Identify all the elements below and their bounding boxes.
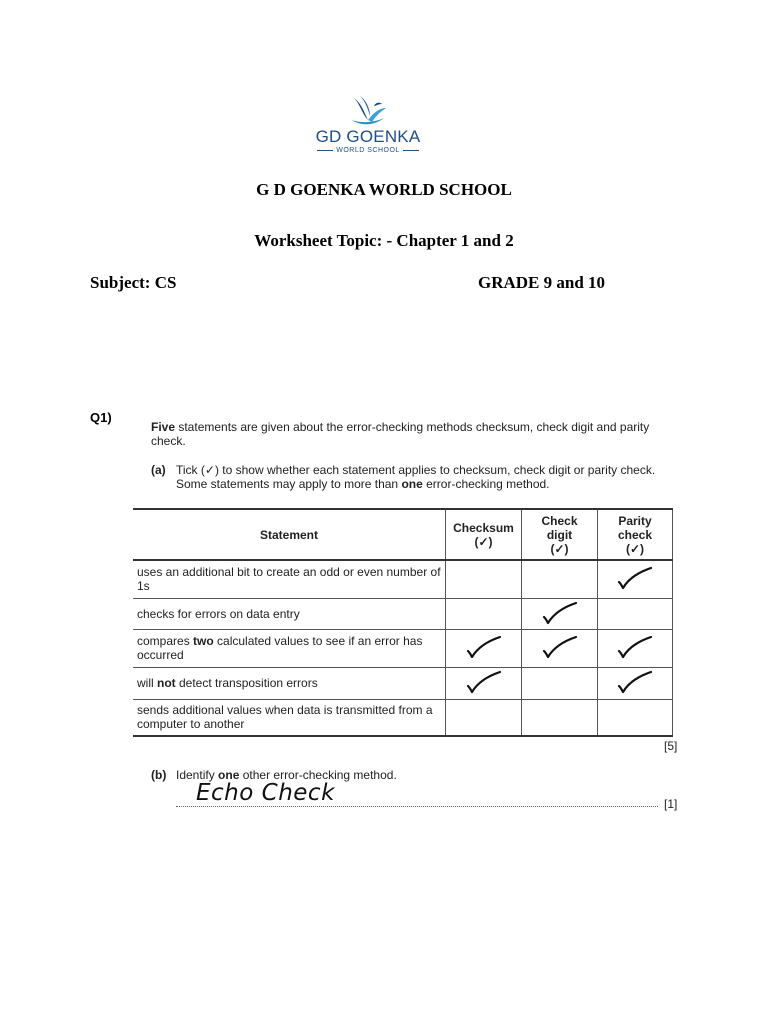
school-logo (300, 94, 436, 164)
header-checksum (446, 509, 522, 560)
parity-cell[interactable] (598, 667, 673, 699)
part-a-marks: [5] (664, 739, 678, 753)
table-row (133, 699, 673, 736)
parity-cell[interactable] (598, 629, 673, 667)
answer-line[interactable] (176, 806, 658, 807)
check-digit-cell[interactable] (522, 667, 598, 699)
statement-cell (133, 667, 446, 699)
checksum-cell[interactable] (446, 560, 522, 598)
statement-text-pre: will (137, 676, 157, 690)
worksheet-topic: Worksheet Topic: - Chapter 1 and 2 (254, 231, 514, 250)
part-b-label: (b) (151, 768, 167, 782)
handwritten-tick-icon (615, 566, 655, 592)
handwritten-tick-icon (464, 635, 504, 661)
statement-cell (133, 598, 446, 629)
part-a-label: (a) (151, 463, 166, 477)
tick-symbol: ✓ (204, 463, 215, 477)
part-a-line-2-a: Some statements may apply to more than (176, 477, 402, 491)
handwritten-tick-icon (464, 670, 504, 696)
statement-text: uses an additional bit to create an odd or even number of 1s (137, 565, 441, 594)
header-parity-check (598, 509, 673, 560)
intro-bold: Five (151, 420, 176, 434)
parity-cell[interactable] (598, 699, 673, 736)
header-check-digit-3: (✓) (550, 541, 569, 556)
checksum-cell[interactable] (446, 667, 522, 699)
parity-cell[interactable] (598, 560, 673, 598)
header-check-digit-1: Check (541, 513, 578, 528)
handwritten-tick-icon (615, 670, 655, 696)
header-statement-text: Statement (259, 527, 318, 542)
header-statement (133, 509, 446, 560)
checksum-cell[interactable] (446, 598, 522, 629)
part-b-marks: [1] (664, 797, 678, 811)
handwritten-tick-icon (540, 635, 580, 661)
statement-text: sends additional values when data is transmitted from a computer to another (137, 703, 433, 732)
grade-label: GRADE 9 and 10 (478, 273, 606, 292)
part-a-line-1 (176, 463, 681, 477)
table-row (133, 667, 673, 699)
checksum-cell[interactable] (446, 699, 522, 736)
header-checksum-1: Checksum (453, 520, 514, 535)
header-check-digit (522, 509, 598, 560)
statement-text-post: detect transposition errors (175, 676, 318, 690)
statement-cell (133, 699, 446, 736)
part-a-line-2-bold: one (401, 477, 423, 491)
school-name: G D GOENKA WORLD SCHOOL (256, 180, 512, 199)
check-digit-cell[interactable] (522, 699, 598, 736)
check-digit-cell[interactable] (522, 629, 598, 667)
subject-label: Subject: CS (90, 273, 177, 292)
statement-text-bold: two (193, 634, 214, 648)
table-row (133, 560, 673, 598)
part-a-instructions (176, 463, 681, 491)
handwritten-tick-icon (615, 635, 655, 661)
part-a-line-1-b: ) to show whether each statement applies to checksum, check digit or parity check. (214, 463, 656, 477)
question-number: Q1) (90, 410, 112, 425)
checksum-cell[interactable] (446, 629, 522, 667)
error-check-table (133, 508, 673, 737)
statement-text-bold: not (157, 676, 176, 690)
parity-cell[interactable] (598, 598, 673, 629)
header-parity-2: check (617, 527, 653, 542)
handwritten-tick-icon (540, 601, 580, 627)
intro-text: statements are given about the error-checking methods checksum, check digit and parity check. (151, 420, 650, 448)
statement-cell (133, 629, 446, 667)
statement-text-post: calculated values to see if an error has occurred (137, 634, 423, 662)
part-a-line-2-b: error-checking method. (422, 477, 550, 491)
statement-text-pre: compares (137, 634, 194, 648)
question-intro (151, 420, 681, 448)
table-row (133, 629, 673, 667)
check-digit-cell[interactable] (522, 560, 598, 598)
logo-name: GD GOENKA (315, 127, 421, 146)
part-b-text-b: other error-checking method. (239, 768, 397, 782)
header-checksum-2: (✓) (474, 534, 493, 549)
part-b-text-bold: one (218, 768, 240, 782)
header-check-digit-2: digit (546, 527, 573, 542)
bird-wave-icon (346, 94, 390, 128)
logo-subtitle: WORLD SCHOOL (300, 147, 436, 154)
table-row (133, 598, 673, 629)
handwritten-answer: Echo Check (196, 780, 335, 806)
header-parity-1: Parity (618, 513, 652, 528)
statement-cell (133, 560, 446, 598)
header-parity-3: (✓) (625, 541, 645, 556)
part-a-line-1-a: Tick ( (176, 463, 205, 477)
part-a-line-2 (176, 477, 681, 491)
part-b-text-a: Identify (176, 768, 219, 782)
statement-text: checks for errors on data entry (137, 606, 300, 621)
check-digit-cell[interactable] (522, 598, 598, 629)
